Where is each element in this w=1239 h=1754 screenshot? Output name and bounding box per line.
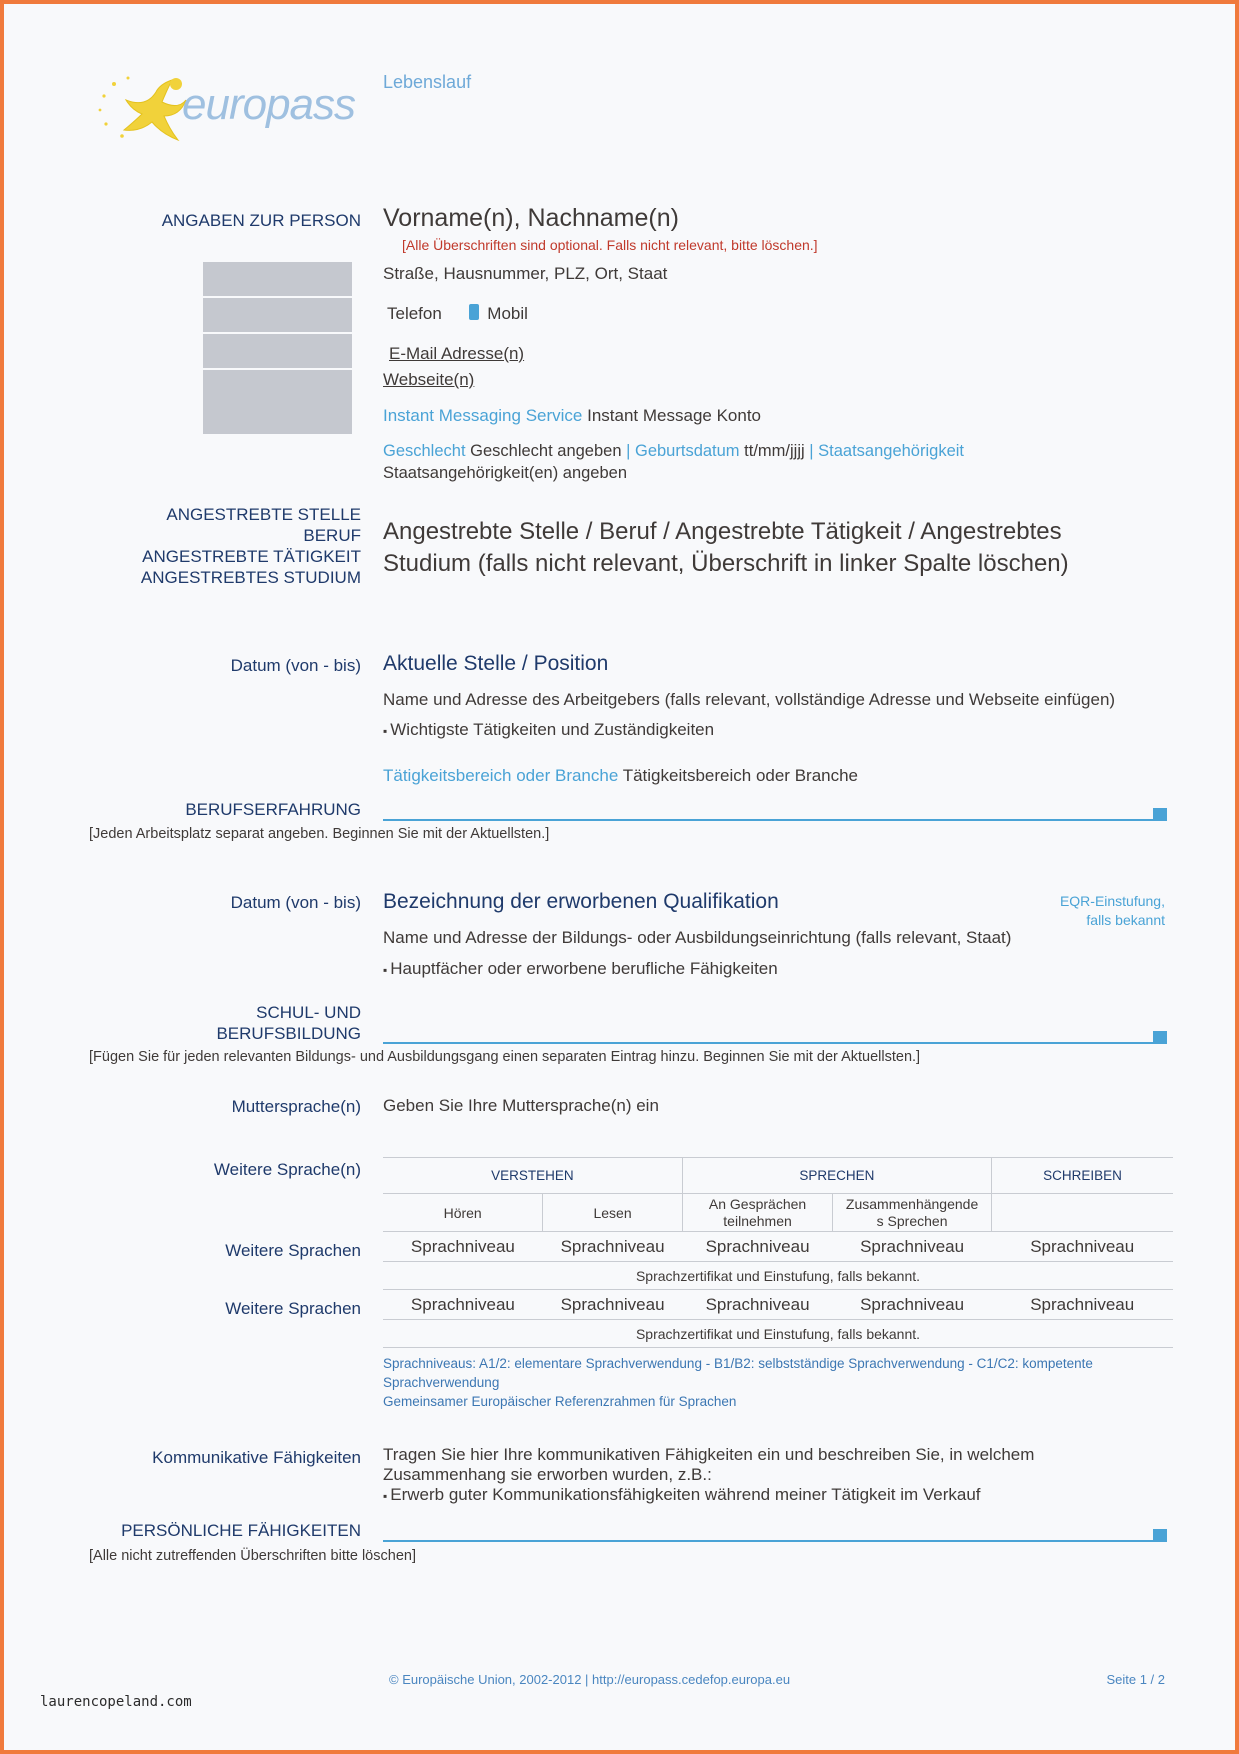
level-cell[interactable]: Sprachniveau <box>682 1232 832 1262</box>
footer-copyright: © Europäische Union, 2002-2012 | http://europass.cedefop.europa.eu <box>389 1672 791 1687</box>
header-understand: VERSTEHEN <box>383 1158 682 1194</box>
eqr-level: EQR-Einstufung, falls bekannt <box>1059 893 1165 928</box>
experience-note: [Jeden Arbeitsplatz separat angeben. Beginnen Sie mit der Aktuellsten.] <box>89 826 550 842</box>
target-label: ANGESTREBTE STELLE BERUF ANGESTREBTE TÄTIGKEIT ANGESTREBTES STUDIUM <box>140 505 361 587</box>
other-languages-label: Weitere Sprache(n) <box>213 1160 361 1179</box>
nationality-label: Staatsangehörigkeit <box>818 442 964 460</box>
education-section-label: SCHUL- UND BERUFSBILDUNG <box>216 1003 361 1043</box>
level-cell[interactable]: Sprachniveau <box>543 1232 683 1262</box>
communication-bullet: ▪ Erwerb guter Kommunikationsfähigkeiten während meiner Tätigkeit im Verkauf <box>383 1485 1034 1506</box>
communication-label: Kommunikative Fähigkeiten <box>152 1448 361 1467</box>
education-marker <box>1153 1031 1167 1044</box>
education-date-label: Datum (von - bis) <box>230 893 361 912</box>
skills-divider <box>383 1540 1163 1542</box>
institution: Name und Adresse der Bildungs- oder Ausbildungseinrichtung (falls relevant, Staat) <box>383 928 1012 947</box>
target-text: Angestrebte Stelle / Beruf / Angestrebte Tätigkeit / Angestrebtes Studium (falls nicht relevant, Überschrift in linker Spalte löschen) <box>383 518 1069 577</box>
experience-date-label: Datum (von - bis) <box>230 656 361 675</box>
mobile-phone-icon <box>469 304 479 320</box>
skills-section-label: PERSÖNLICHE FÄHIGKEITEN <box>121 1521 361 1540</box>
personal-details-line <box>383 442 964 461</box>
education-bullet: ▪ Hauptfächer oder erworbene berufliche Fähigkeiten <box>383 959 778 979</box>
im-line <box>383 406 761 426</box>
gender-value: Geschlecht angeben <box>470 442 622 460</box>
language-table <box>383 1157 1173 1348</box>
sector-value: Tätigkeitsbereich oder Branche <box>622 766 859 785</box>
europass-logo <box>96 70 366 150</box>
birth-value: tt/mm/jjjj <box>744 442 805 460</box>
subheader-writing-empty <box>991 1194 1173 1232</box>
website-link[interactable]: Webseite(n) <box>383 370 475 389</box>
mother-tongue-label: Muttersprache(n) <box>231 1097 361 1116</box>
separator: | <box>809 442 814 460</box>
phone-line <box>387 304 528 324</box>
communication-text: Tragen Sie hier Ihre kommunikativen Fähigkeiten ein und beschreiben Sie, in welchem Zusammenhang sie erworben wurden, z.B.: ▪ Erwerb guter Kommunikationsfähigkeiten während meiner Tätigkeit im Verkauf <box>383 1445 1034 1506</box>
experience-title: Aktuelle Stelle / Position <box>383 652 609 675</box>
im-value: Instant Message Konto <box>587 406 762 425</box>
mother-tongue-value: Geben Sie Ihre Muttersprache(n) ein <box>383 1096 659 1115</box>
level-cell[interactable]: Sprachniveau <box>383 1290 543 1320</box>
mobile-label: Mobil <box>487 304 528 323</box>
language-row-label: Weitere Sprachen <box>225 1241 361 1260</box>
header-write: SCHREIBEN <box>991 1158 1173 1194</box>
nationality-value: Staatsangehörigkeit(en) angeben <box>383 464 628 482</box>
subheader-listening: Hören <box>383 1194 543 1232</box>
language-row-label: Weitere Sprachen <box>225 1299 361 1318</box>
level-cell[interactable]: Sprachniveau <box>991 1232 1173 1262</box>
optional-hint: [Alle Überschriften sind optional. Falls nicht relevant, bitte löschen.] <box>402 237 818 253</box>
separator: | <box>626 442 631 460</box>
education-divider <box>383 1042 1163 1044</box>
sector-line <box>383 766 858 786</box>
level-cell[interactable]: Sprachniveau <box>682 1290 832 1320</box>
level-cell[interactable]: Sprachniveau <box>383 1232 543 1262</box>
experience-section-label: BERUFSERFAHRUNG <box>185 800 361 819</box>
footer-page-number: Seite 1 / 2 <box>1106 1672 1165 1687</box>
watermark: laurencopeland.com <box>40 1694 192 1710</box>
person-name: Vorname(n), Nachname(n) <box>383 204 679 232</box>
level-cell[interactable]: Sprachniveau <box>543 1290 683 1320</box>
subheader-production: Zusammenhängende s Sprechen <box>833 1194 992 1232</box>
im-label: Instant Messaging Service <box>383 406 583 425</box>
skills-marker <box>1153 1529 1167 1542</box>
email-link[interactable]: E-Mail Adresse(n) <box>389 344 525 363</box>
document-title: Lebenslauf <box>383 72 472 92</box>
language-legend: Sprachniveaus: A1/2: elementare Sprachverwendung - B1/B2: selbstständige Sprachverwendung - C1/C2: kompetente Sprachverwendung Gemeinsamer Europäischer Referenzrahmen für Sprachen <box>383 1356 1093 1409</box>
employer: Name und Adresse des Arbeitgebers (falls relevant, vollständige Adresse und Webseite einfügen) <box>383 690 1116 709</box>
education-note: [Fügen Sie für jeden relevanten Bildungs- und Ausbildungsgang einen separaten Eintrag hinzu. Beginnen Sie mit der Aktuellsten.] <box>89 1049 921 1065</box>
subheader-interaction: An Gesprächen teilnehmen <box>682 1194 832 1232</box>
phone-label: Telefon <box>387 304 442 323</box>
skills-note: [Alle nicht zutreffenden Überschriften bitte löschen] <box>89 1548 416 1564</box>
certificate-row: Sprachzertifikat und Einstufung, falls bekannt. <box>383 1262 1173 1290</box>
subheader-reading: Lesen <box>543 1194 683 1232</box>
experience-divider <box>383 819 1163 821</box>
sector-label: Tätigkeitsbereich oder Branche <box>383 766 619 785</box>
experience-marker <box>1153 808 1167 821</box>
person-section-label: ANGABEN ZUR PERSON <box>161 211 361 230</box>
address: Straße, Hausnummer, PLZ, Ort, Staat <box>383 264 668 283</box>
header-speak: SPRECHEN <box>682 1158 991 1194</box>
level-cell[interactable]: Sprachniveau <box>833 1232 992 1262</box>
logo-text: europass <box>182 80 356 129</box>
level-cell[interactable]: Sprachniveau <box>991 1290 1173 1320</box>
education-title: Bezeichnung der erworbenen Qualifikation <box>383 890 779 913</box>
certificate-row: Sprachzertifikat und Einstufung, falls bekannt. <box>383 1320 1173 1348</box>
experience-bullet: ▪ Wichtigste Tätigkeiten und Zuständigkeiten <box>383 720 714 740</box>
birth-label: Geburtsdatum <box>635 442 740 460</box>
level-cell[interactable]: Sprachniveau <box>833 1290 992 1320</box>
gender-label: Geschlecht <box>383 442 466 460</box>
